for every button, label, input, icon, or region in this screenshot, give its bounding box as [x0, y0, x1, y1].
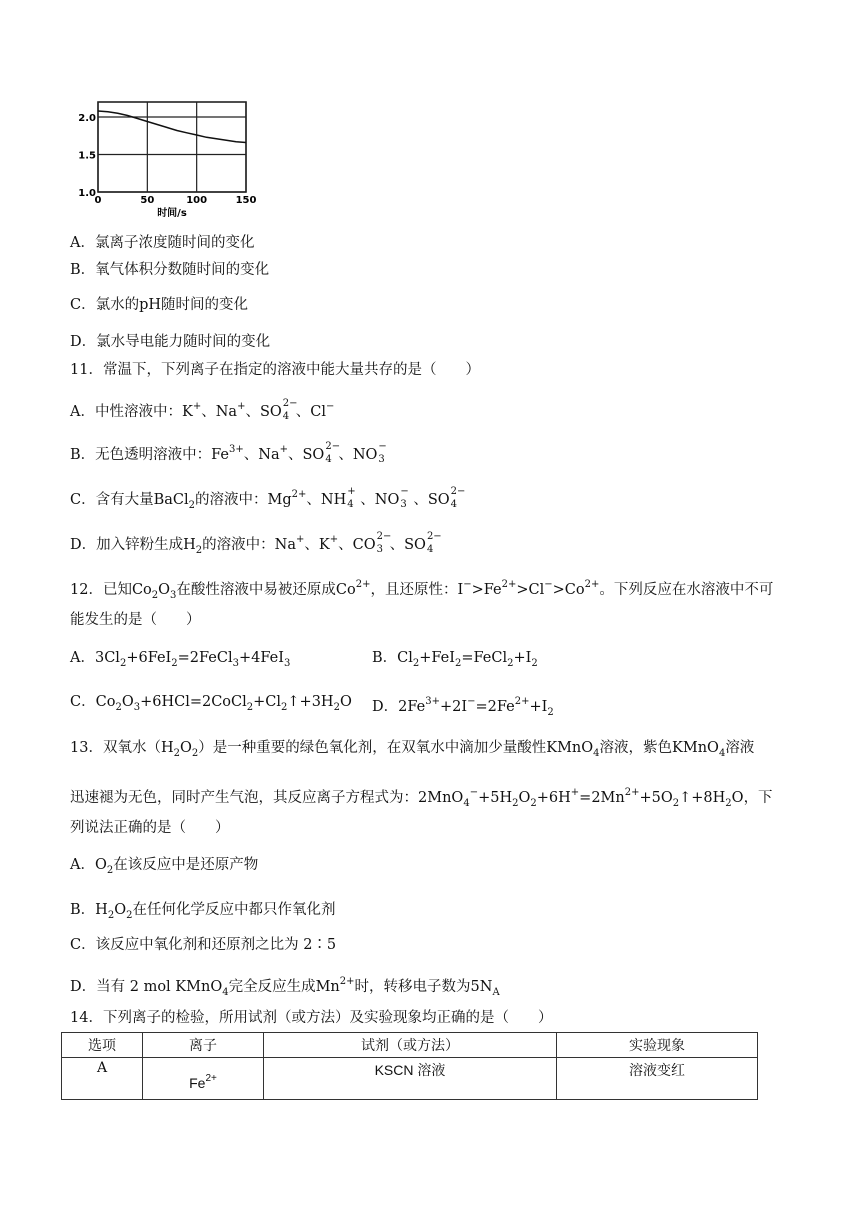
- q11-option-c: C．含有大量BaCl$_2$的溶液中：$Mg^{2+}$、NH + 4 、NO − 3 、SO 2− 4: [70, 486, 466, 511]
- q12-stem-line2: 能发生的是（ ）: [70, 612, 201, 628]
- header-phenomenon: 实验现象: [557, 1033, 758, 1058]
- header-option: 选项: [62, 1033, 143, 1058]
- y-tick-label: 2.0: [78, 113, 96, 124]
- q13-stem: 13．双氧水$(H_2O_2)$是一种重要的绿色氧化剂，在双氧水中滴加少量酸性KMnO$_4$溶液，紫色KMnO$_4$溶液: [70, 740, 755, 759]
- q12-option-b: B．$Cl_2+FeI_2=FeCl_2+I_2$: [372, 650, 538, 669]
- q10-line-chart: [70, 96, 270, 228]
- q14-table: [61, 1032, 758, 1100]
- x-tick-label: 100: [186, 195, 208, 206]
- q12-stem: 12．已知$Co_2O_3$在酸性溶液中易被还原成$Co^{2+}$，且还原性：$I^->Fe^{2+}>Cl^->Co^{2+}$。下列反应在水溶液中不可: [70, 579, 774, 601]
- y-tick-label: 1.0: [78, 188, 96, 199]
- q14-stem: 14．下列离子的检验，所用试剂（或方法）及实验现象均正确的是（ ）: [70, 1010, 553, 1026]
- table-header-row: [62, 1033, 758, 1058]
- q10-option-d: D．氯水导电能力随时间的变化: [70, 334, 271, 350]
- q11-option-b: B．无色透明溶液中：$Fe^{3+}$、Na+、SO 2− 4 、NO − 3: [70, 441, 387, 465]
- x-tick-label: 150: [235, 195, 257, 206]
- q12-option-d: D．$2Fe^{3+}+2I^-=2Fe^{2+}+I_2$: [372, 696, 554, 718]
- header-reagent: 试剂（或方法）: [264, 1033, 557, 1058]
- x-tick-label: 0: [94, 195, 102, 206]
- q13-option-a: A．$O_2$在该反应中是还原产物: [70, 857, 259, 876]
- y-tick-label: 1.5: [78, 150, 96, 162]
- q13-option-b: B．$H_2O_2$在任何化学反应中都只作氧化剂: [70, 902, 336, 921]
- q13-option-c: C．该反应中氧化剂和还原剂之比为 2∶5: [70, 937, 337, 953]
- q13-stem-line3: 列说法正确的是（ ）: [70, 820, 230, 836]
- q10-option-b: B．氧气体积分数随时间的变化: [70, 262, 270, 278]
- x-tick-label: 50: [140, 195, 155, 206]
- q11-option-d: D．加入锌粉生成$H_2$的溶液中：Na+、K+、CO 2− 3 、SO 2− 4: [70, 531, 442, 556]
- q13-stem-line2: 迅速褪为无色，同时产生气泡，其反应离子方程式为：$2MnO_4^-+5H_2O_2+6H^+=2Mn^{2+}+5O_2↑+8H_2O$，下: [70, 787, 773, 809]
- header-ion: 离子: [143, 1033, 264, 1058]
- table-row: [62, 1058, 758, 1100]
- plot-frame: [98, 102, 246, 192]
- cell-ion: $Fe^{2+}$: [143, 1058, 264, 1100]
- cell-option: A: [62, 1058, 143, 1100]
- q10-option-a: A．氯离子浓度随时间的变化: [70, 235, 255, 251]
- q12-option-c: C．$Co_2O_3+6HCl=2CoCl_2+Cl_2↑+3H_2O$: [70, 694, 352, 713]
- cell-reagent: KSCN 溶液: [264, 1058, 557, 1100]
- q12-option-a: A．$3Cl_2+6FeI_2=2FeCl_3+4FeI_3$: [70, 650, 291, 669]
- q13-option-d: D．当有 2 mol KMnO$_4$完全反应生成$Mn^{2+}$时，转移电子数为$5N_A$: [70, 976, 500, 998]
- q10-option-c: C．氯水的pH随时间的变化: [70, 297, 249, 313]
- q11-option-a: A．中性溶液中：K+、Na+、SO 2− 4 、Cl−: [70, 398, 335, 422]
- q11-stem: 11．常温下，下列离子在指定的溶液中能大量共存的是（ ）: [70, 362, 480, 378]
- cell-phenomenon: 溶液变红: [557, 1058, 758, 1100]
- x-axis-label: 时间/s: [157, 208, 187, 219]
